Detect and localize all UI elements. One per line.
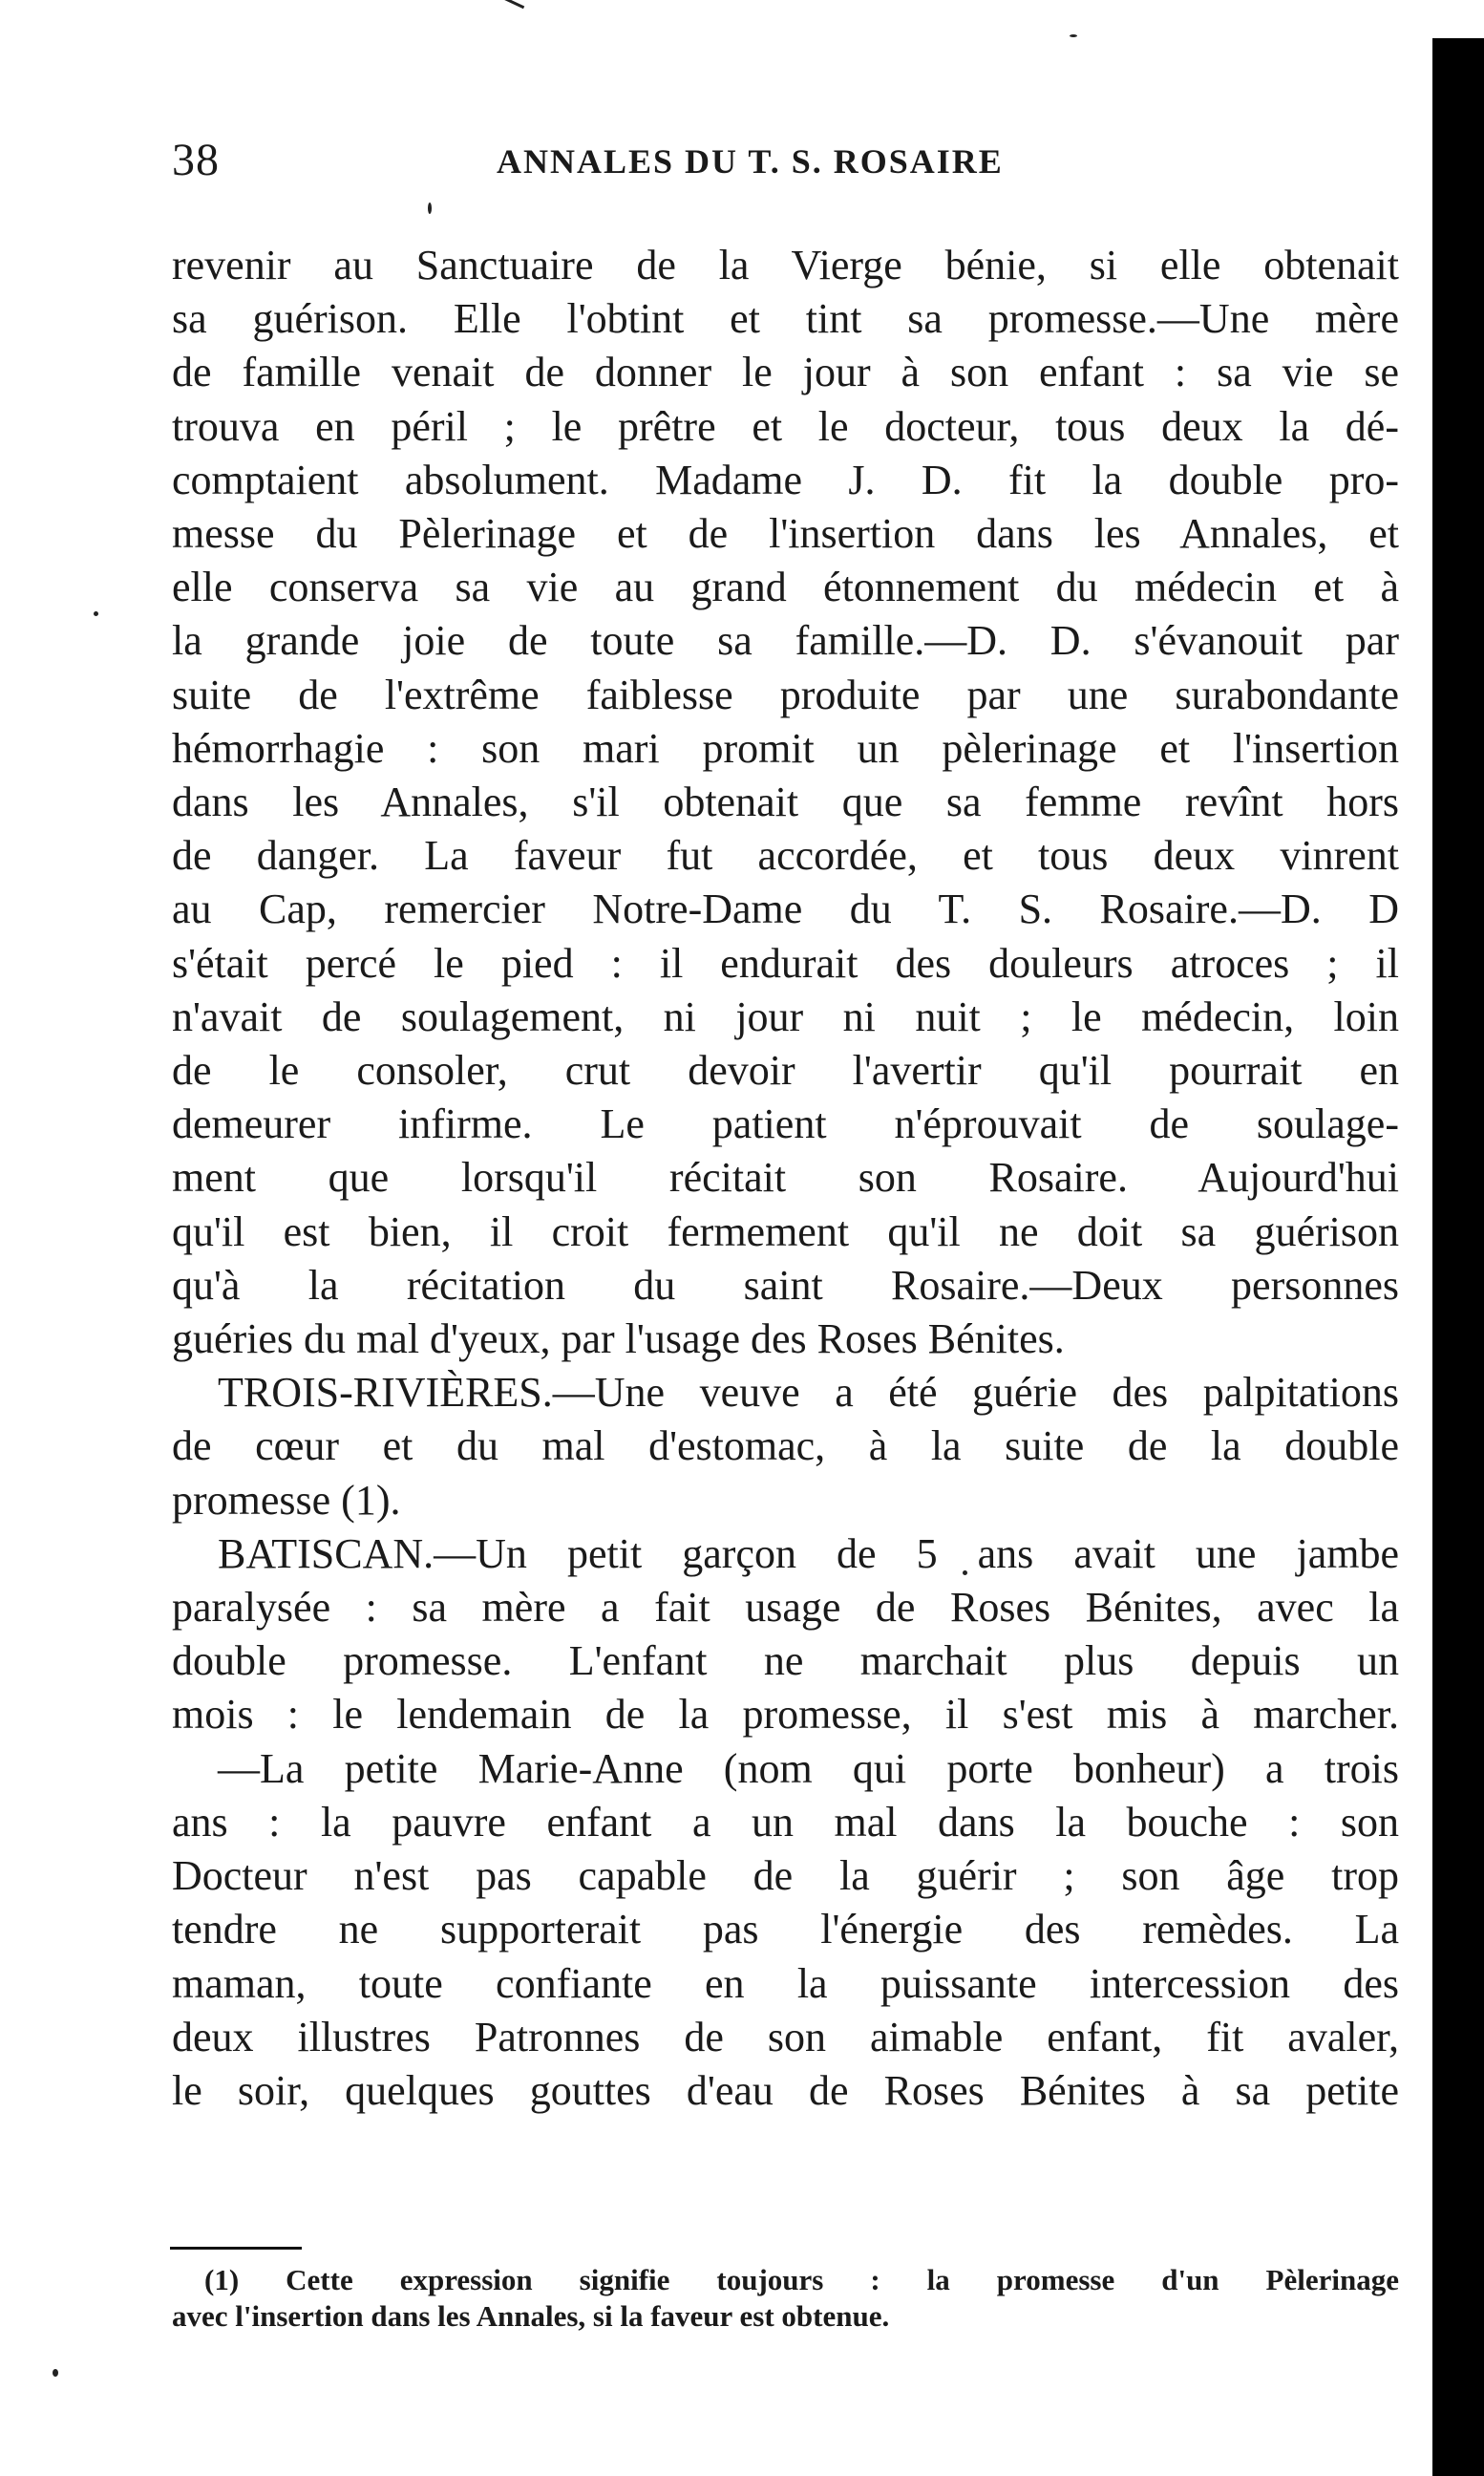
scan-speck (428, 203, 432, 214)
text-line: tendre ne supporterait pas l'énergie des remèdes. La (172, 1906, 1399, 1953)
text-line: suite de l'extrême faiblesse produite par une surabondante (172, 671, 1399, 718)
text-line: s'était percé le pied : il endurait des douleurs atroces ; il (172, 939, 1399, 987)
running-title: ANNALES DU T. S. ROSAIRE (497, 142, 1004, 181)
body-text (172, 239, 1399, 2118)
text-line: mois : le lendemain de la promesse, il s'est mis à marcher. (172, 1691, 1399, 1739)
text-line: elle conserva sa vie au grand étonnement du médecin et à (172, 564, 1399, 611)
text-line: promesse (1). (172, 1476, 401, 1524)
text-line: ment que lorsqu'il récitait son Rosaire. Aujourd'hui (172, 1154, 1399, 1202)
scan-speck (53, 2369, 58, 2377)
text-line: double promesse. L'enfant ne marchait plus depuis un (172, 1637, 1399, 1685)
footnote-line: (1) Cette expression signifie toujours : la promesse d'un Pèlerinage (204, 2263, 1399, 2296)
page-number: 38 (172, 135, 220, 185)
text-line: qu'à la récitation du saint Rosaire.—Deux personnes (172, 1261, 1399, 1309)
text-line: la grande joie de toute sa famille.—D. D. s'évanouit par (172, 617, 1399, 665)
text-line: de danger. La faveur fut accordée, et tous deux vinrent (172, 832, 1399, 880)
footnote-line: avec l'insertion dans les Annales, si la faveur est obtenue. (172, 2299, 890, 2333)
text-line: trouva en péril ; le prêtre et le docteur, tous deux la dé- (172, 402, 1399, 450)
text-line: de le consoler, crut devoir l'avertir qu'il pourrait en (172, 1047, 1399, 1095)
text-line: TROIS-RIVIÈRES.—Une veuve a été guérie des palpitations (218, 1369, 1399, 1417)
scan-speck (94, 611, 98, 616)
text-line: de cœur et du mal d'estomac, à la suite de la double (172, 1422, 1399, 1470)
text-line: dans les Annales, s'il obtenait que sa femme revînt hors (172, 779, 1399, 826)
text-line: hémorrhagie : son mari promit un pèlerinage et l'insertion (172, 724, 1399, 772)
text-line: —La petite Marie-Anne (nom qui porte bonheur) a trois (218, 1744, 1399, 1792)
text-line: BATISCAN.—Un petit garçon de 5 ans avait une jambe (218, 1529, 1399, 1577)
text-line: au Cap, remercier Notre-Dame du T. S. Rosaire.—D. D (172, 886, 1399, 933)
text-line: comptaient absolument. Madame J. D. fit la double pro- (172, 456, 1399, 503)
text-line: qu'il est bien, il croit fermement qu'il ne doit sa guérison (172, 1207, 1399, 1255)
footnote-rule (170, 2247, 302, 2250)
footnote (172, 2262, 1399, 2335)
text-line: Docteur n'est pas capable de la guérir ; son âge trop (172, 1852, 1399, 1900)
text-line: paralysée : sa mère a fait usage de Roses Bénites, avec la (172, 1584, 1399, 1632)
text-line: de famille venait de donner le jour à son enfant : sa vie se (172, 349, 1399, 396)
text-line: guéries du mal d'yeux, par l'usage des Roses Bénites. (172, 1315, 1065, 1363)
text-line: demeurer infirme. Le patient n'éprouvait de soulage- (172, 1100, 1399, 1148)
text-line: maman, toute confiante en la puissante intercession des (172, 1959, 1399, 2007)
text-line: deux illustres Patronnes de son aimable enfant, fit avaler, (172, 2013, 1399, 2060)
text-line: messe du Pèlerinage et de l'insertion dans les Annales, et (172, 510, 1399, 558)
scan-edge-bar (1432, 38, 1484, 2476)
text-line: n'avait de soulagement, ni jour ni nuit ; le médecin, loin (172, 993, 1399, 1040)
scan-speck (498, 0, 524, 9)
text-line: sa guérison. Elle l'obtint et tint sa promesse.—Une mère (172, 295, 1399, 343)
text-line: le soir, quelques gouttes d'eau de Roses Bénites à sa petite (172, 2066, 1399, 2114)
scan-speck (1070, 34, 1077, 37)
page-header (172, 134, 1404, 191)
text-line: revenir au Sanctuaire de la Vierge bénie, si elle obtenait (172, 242, 1399, 288)
text-line: ans : la pauvre enfant a un mal dans la bouche : son (172, 1798, 1399, 1846)
